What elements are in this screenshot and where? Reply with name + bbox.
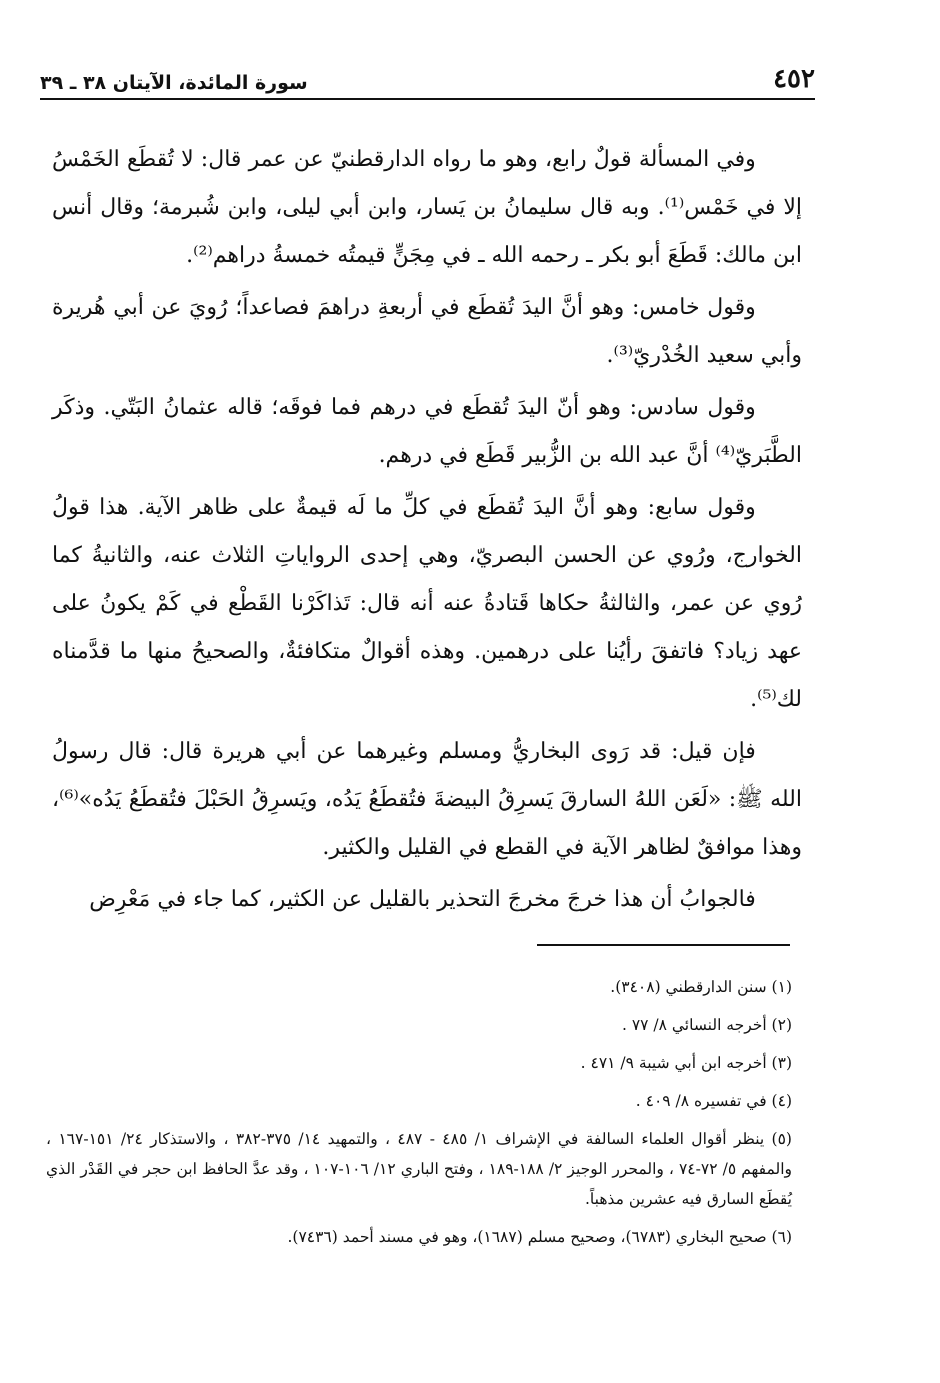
footnote-separator [537, 944, 790, 946]
paragraph: وقول سادس: وهو أنّ اليدَ تُقطَع في درهم فما فوقَه؛ قاله عثمانُ البَتّي. وذكَر الطَّبَريّ⁽⁴⁾ أنَّ عبد الله بن الزُّبير قَطَع في درهم. [52, 395, 802, 468]
paragraph: وقول خامس: وهو أنَّ اليدَ تُقطَع في أربعةِ دراهمَ فصاعداً؛ رُويَ عن أبي هُريرة وأبي سعيد الخُدْريّ⁽³⁾. [52, 295, 802, 368]
paragraph: فإن قيل: قد رَوى البخاريُّ ومسلم وغيرهما عن أبي هريرة قال: قال رسولُ الله ﷺ: «لَعَن اللهُ السارقَ يَسرِقُ البيضةَ فتُقطَعُ يَدُه، ويَسرِقُ الحَبْلَ فتُقطَعُ يَدُه»⁽⁶⁾، وهذا موافقٌ لظاهر الآية في القطع في القليل والكثير. [52, 739, 802, 860]
footnote: (٤) في تفسيره ٨/ ٤٠٩ . [635, 1092, 792, 1110]
footnote: (٦) صحيح البخاري (٦٧٨٣)، وصحيح مسلم (١٦٨٧)، وهو في مسند أحمد (٧٤٣٦). [287, 1228, 792, 1246]
footnote: (٣) أخرجه ابن أبي شيبة ٩/ ٤٧١ . [580, 1054, 792, 1072]
paragraph: فالجوابُ أن هذا خرجَ مخرجَ التحذير بالقليل عن الكثير، كما جاء في مَعْرِض [89, 887, 756, 912]
footnote: (٥) ينظر أقوال العلماء السالفة في الإشراف ١/ ٤٨٥ - ٤٨٧ ، والتمهيد ١٤/ ٣٧٥-٣٨٢ ، والاستذكار ٢٤/ ١٥١-١٦٧ ، والمفهم ٥/ ٧٢-٧٤ ، والمحرر الوجيز ٢/ ١٨٨-١٨٩ ، وفتح الباري ١٢/ ١٠٦-١٠٧ ، وقد عدَّ الحافظ ابن حجر في القَدْر الذي يُقطَع السارق فيه عشرين مذهباً. [46, 1130, 792, 1208]
page-number: ٤٥٢ [773, 64, 815, 94]
footnotes [46, 972, 792, 1260]
paragraph: وفي المسألة قولٌ رابع، وهو ما رواه الدارقطنيّ عن عمر قال: لا تُقطَع الخَمْسُ إلا في خَمْس⁽¹⁾. وبه قال سليمانُ بن يَسار، وابن أبي ليلى، وابن شُبرمة؛ وقال أنس ابن مالك: قَطَعَ أبو بكر ـ رحمه الله ـ في مِجَنٍّ قيمتُه خمسةُ دراهم⁽²⁾. [52, 147, 802, 268]
footnote: (٢) أخرجه النسائي ٨/ ٧٧ . [621, 1016, 792, 1034]
running-title: سورة المائدة، الآيتان ٣٨ ـ ٣٩ [40, 72, 308, 94]
page-header [40, 62, 815, 100]
footnote: (١) سنن الدارقطني (٣٤٠٨). [610, 978, 792, 996]
paragraph: وقول سابع: وهو أنَّ اليدَ تُقطَع في كلِّ ما لَه قيمةٌ على ظاهر الآية. هذا قولُ الخوارج، ورُوي عن الحسن البصريّ، وهي إحدى الرواياتِ الثلاث عنه، والثانيةُ كما رُوي عن عمر، والثالثةُ حكاها قَتادةُ عنه أنه قال: تَذاكَرْنا القَطْع في كَمْ يكونُ على عهد زياد؟ فاتفقَ رأيُنا على درهمين. وهذه أقوالٌ متكافئةٌ، والصحيحُ منها ما قدَّمناه لك⁽⁵⁾. [52, 495, 802, 712]
main-text [52, 136, 802, 928]
